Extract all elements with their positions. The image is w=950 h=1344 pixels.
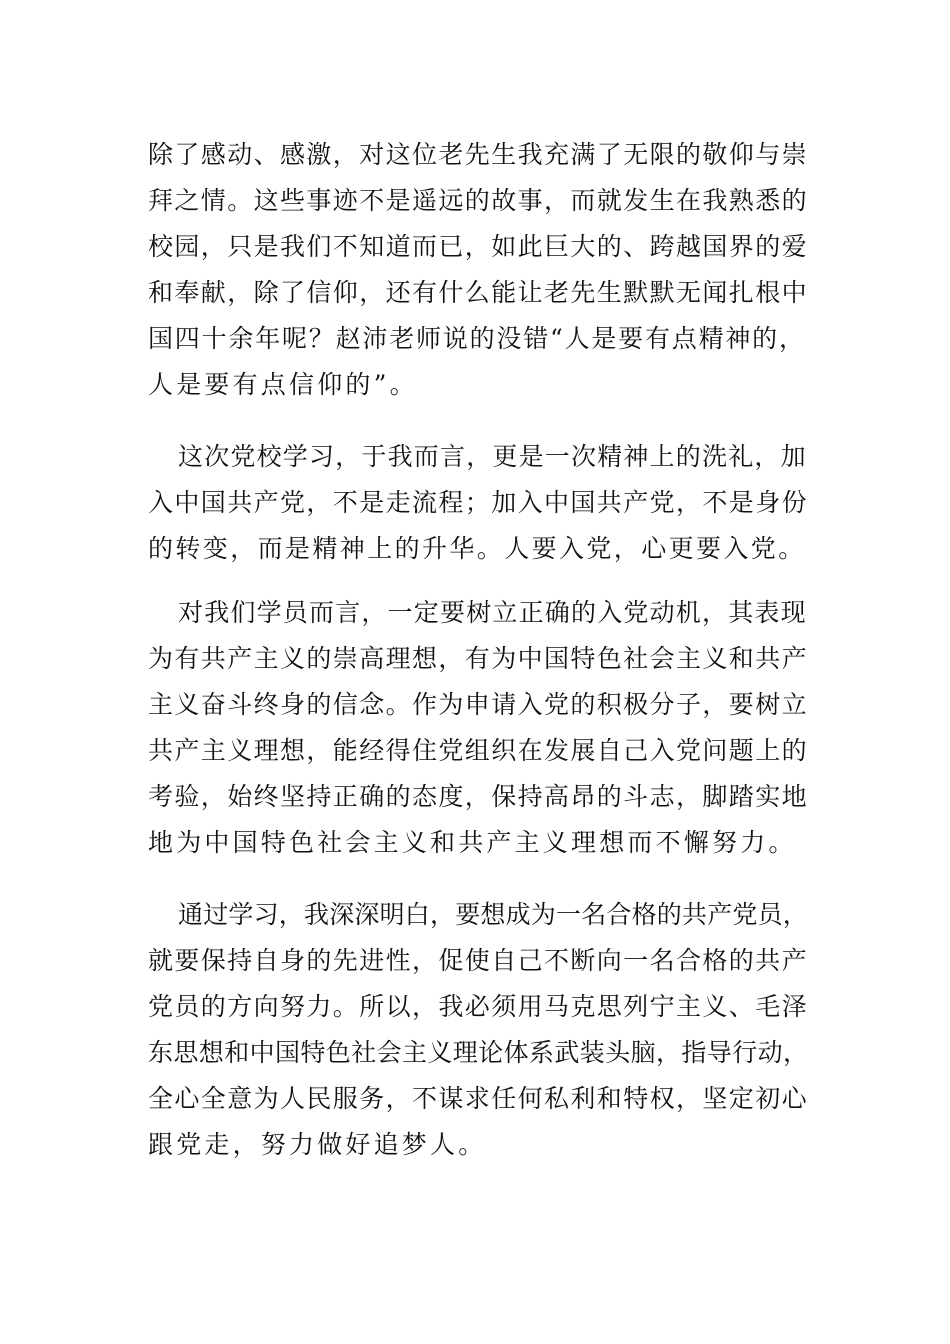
paragraph-1-line-6: 人是要有点信仰的”。 bbox=[148, 370, 418, 399]
paragraph-3-line-4: 共产主义理想，能经得住党组织在发展自己入党问题上的 bbox=[148, 736, 809, 765]
paragraph-4-line-4: 东思想和中国特色社会主义理论体系武装头脑，指导行动， bbox=[148, 1038, 809, 1067]
paragraph-1-line-4: 和奉献，除了信仰，还有什么能让老先生默默无闻扎根中 bbox=[148, 278, 809, 307]
paragraph-4-line-3: 党员的方向努力。所以，我必须用马克思列宁主义、毛泽 bbox=[148, 992, 809, 1021]
paragraph-1-line-3: 校园，只是我们不知道而已，如此巨大的、跨越国界的爱 bbox=[148, 232, 809, 261]
paragraph-1-line-1: 除了感动、感激，对这位老先生我充满了无限的敬仰与崇 bbox=[148, 140, 809, 169]
paragraph-3-line-1: 对我们学员而言，一定要树立正确的入党动机，其表现 bbox=[178, 598, 807, 627]
paragraph-3-line-5: 考验，始终坚持正确的态度，保持高昂的斗志，脚踏实地 bbox=[148, 782, 809, 811]
paragraph-2-line-2: 入中国共产党，不是走流程；加入中国共产党，不是身份 bbox=[148, 488, 809, 517]
paragraph-4-line-1: 通过学习，我深深明白，要想成为一名合格的共产党员， bbox=[178, 900, 809, 929]
paragraph-3-line-6: 地为中国特色社会主义和共产主义理想而不懈努力。 bbox=[148, 828, 797, 857]
paragraph-3-line-2: 为有共产主义的崇高理想，有为中国特色社会主义和共产 bbox=[148, 644, 809, 673]
paragraph-1-line-2: 拜之情。这些事迹不是遥远的故事，而就发生在我熟悉的 bbox=[148, 186, 809, 215]
paragraph-4-line-2: 就要保持自身的先进性，促使自己不断向一名合格的共产 bbox=[148, 946, 809, 975]
paragraph-2-line-1: 这次党校学习，于我而言，更是一次精神上的洗礼，加 bbox=[178, 442, 807, 471]
paragraph-4-line-6: 跟党走，努力做好追梦人。 bbox=[148, 1130, 487, 1159]
paragraph-4-line-5: 全心全意为人民服务，不谋求任何私利和特权，坚定初心 bbox=[148, 1084, 809, 1113]
paragraph-3-line-3: 主义奋斗终身的信念。作为申请入党的积极分子，要树立 bbox=[148, 690, 809, 719]
paragraph-2-line-3: 的转变，而是精神上的升华。人要入党，心更要入党。 bbox=[148, 534, 806, 563]
paragraph-1-line-5: 国四十余年呢？赵沛老师说的没错“人是要有点精神的， bbox=[148, 324, 806, 353]
